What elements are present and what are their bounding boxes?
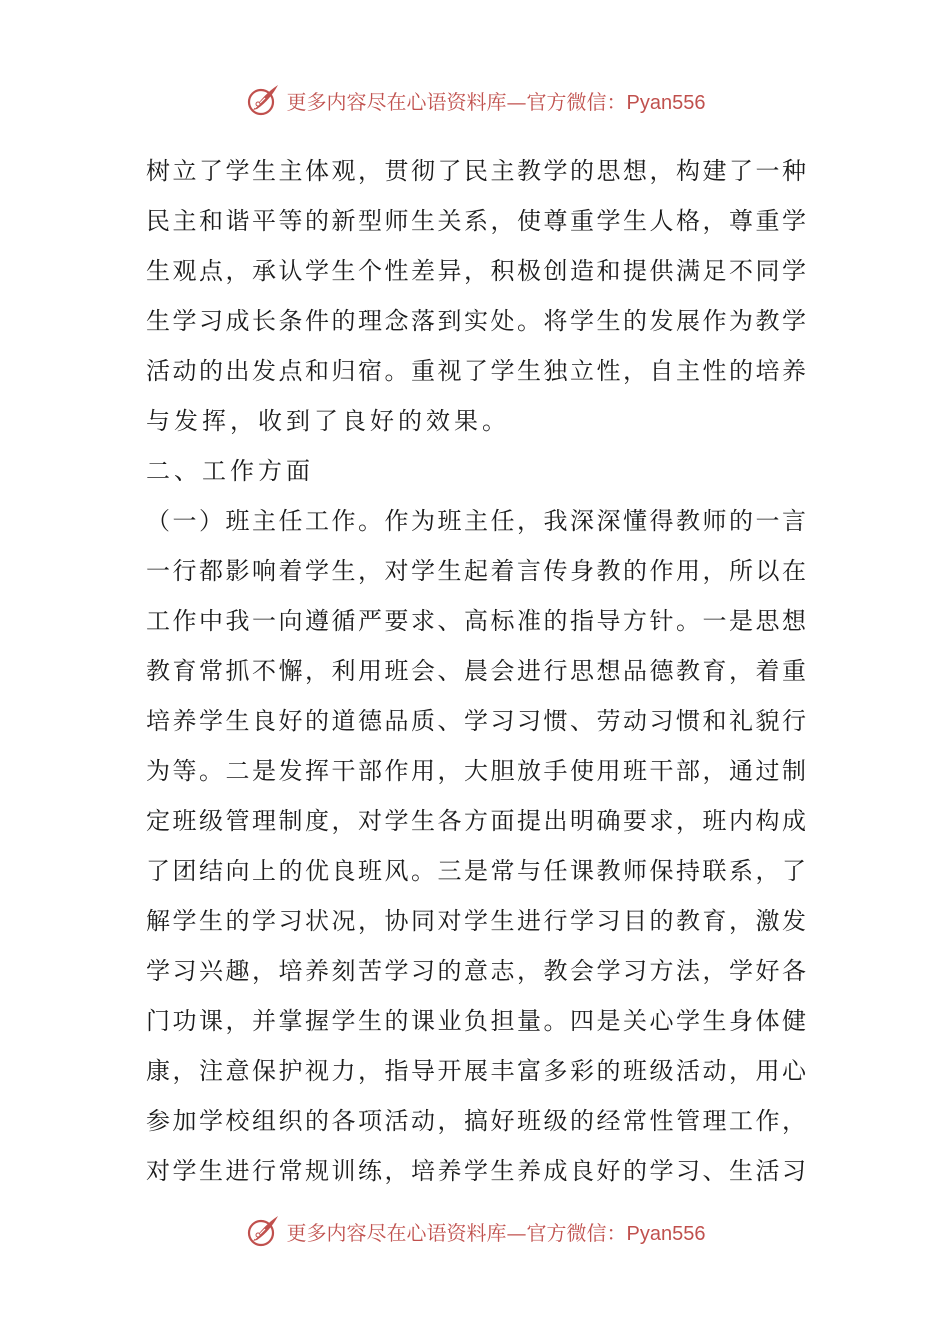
body-line: 门功课，并掌握学生的课业负担量。四是关心学生身体健 <box>146 1007 806 1035</box>
body-line: 工作中我一向遵循严要求、高标准的指导方针。一是思想 <box>146 607 806 635</box>
body-line: 定班级管理制度，对学生各方面提出明确要求，班内构成 <box>146 807 806 835</box>
header-wechat-id: Pyan556 <box>626 91 706 114</box>
quill-pen-logo-icon <box>245 1213 281 1249</box>
header-watermark-text <box>287 86 706 115</box>
footer-watermark <box>0 1211 950 1251</box>
body-line: 培养学生良好的道德品质、学习习惯、劳动习惯和礼貌行 <box>146 707 806 735</box>
footer-wechat-id: Pyan556 <box>626 1222 706 1245</box>
section-heading: 二、工作方面 <box>146 457 314 485</box>
header-watermark-label: 更多内容尽在心语资料库—官方微信： <box>286 89 627 114</box>
body-line: 参加学校组织的各项活动，搞好班级的经常性管理工作， <box>146 1107 806 1135</box>
footer-watermark-label: 更多内容尽在心语资料库—官方微信： <box>286 1220 627 1245</box>
body-line: 生观点，承认学生个性差异，积极创造和提供满足不同学 <box>146 257 806 285</box>
body-line: 为等。二是发挥干部作用，大胆放手使用班干部，通过制 <box>146 757 806 785</box>
document-body <box>146 146 806 1196</box>
body-line: 学习兴趣，培养刻苦学习的意志，教会学习方法，学好各 <box>146 957 806 985</box>
body-line: 树立了学生主体观，贯彻了民主教学的思想，构建了一种 <box>146 157 806 185</box>
body-line: （一）班主任工作。作为班主任，我深深懂得教师的一言 <box>146 507 806 535</box>
body-line: 民主和谐平等的新型师生关系，使尊重学生人格，尊重学 <box>146 207 806 235</box>
body-line: 了团结向上的优良班风。三是常与任课教师保持联系，了 <box>146 857 806 885</box>
footer-watermark-text <box>287 1217 706 1246</box>
quill-pen-logo-icon <box>245 82 281 118</box>
body-line: 活动的出发点和归宿。重视了学生独立性，自主性的培养 <box>146 357 806 385</box>
body-line: 解学生的学习状况，协同对学生进行学习目的教育，激发 <box>146 907 806 935</box>
header-watermark <box>0 80 950 120</box>
body-line: 生学习成长条件的理念落到实处。将学生的发展作为教学 <box>146 307 806 335</box>
body-line: 教育常抓不懈，利用班会、晨会进行思想品德教育，着重 <box>146 657 806 685</box>
body-line: 康，注意保护视力，指导开展丰富多彩的班级活动，用心 <box>146 1057 806 1085</box>
body-line: 对学生进行常规训练，培养学生养成良好的学习、生活习 <box>146 1157 806 1185</box>
body-line: 一行都影响着学生，对学生起着言传身教的作用，所以在 <box>146 557 806 585</box>
body-line: 与发挥，收到了良好的效果。 <box>146 407 510 435</box>
